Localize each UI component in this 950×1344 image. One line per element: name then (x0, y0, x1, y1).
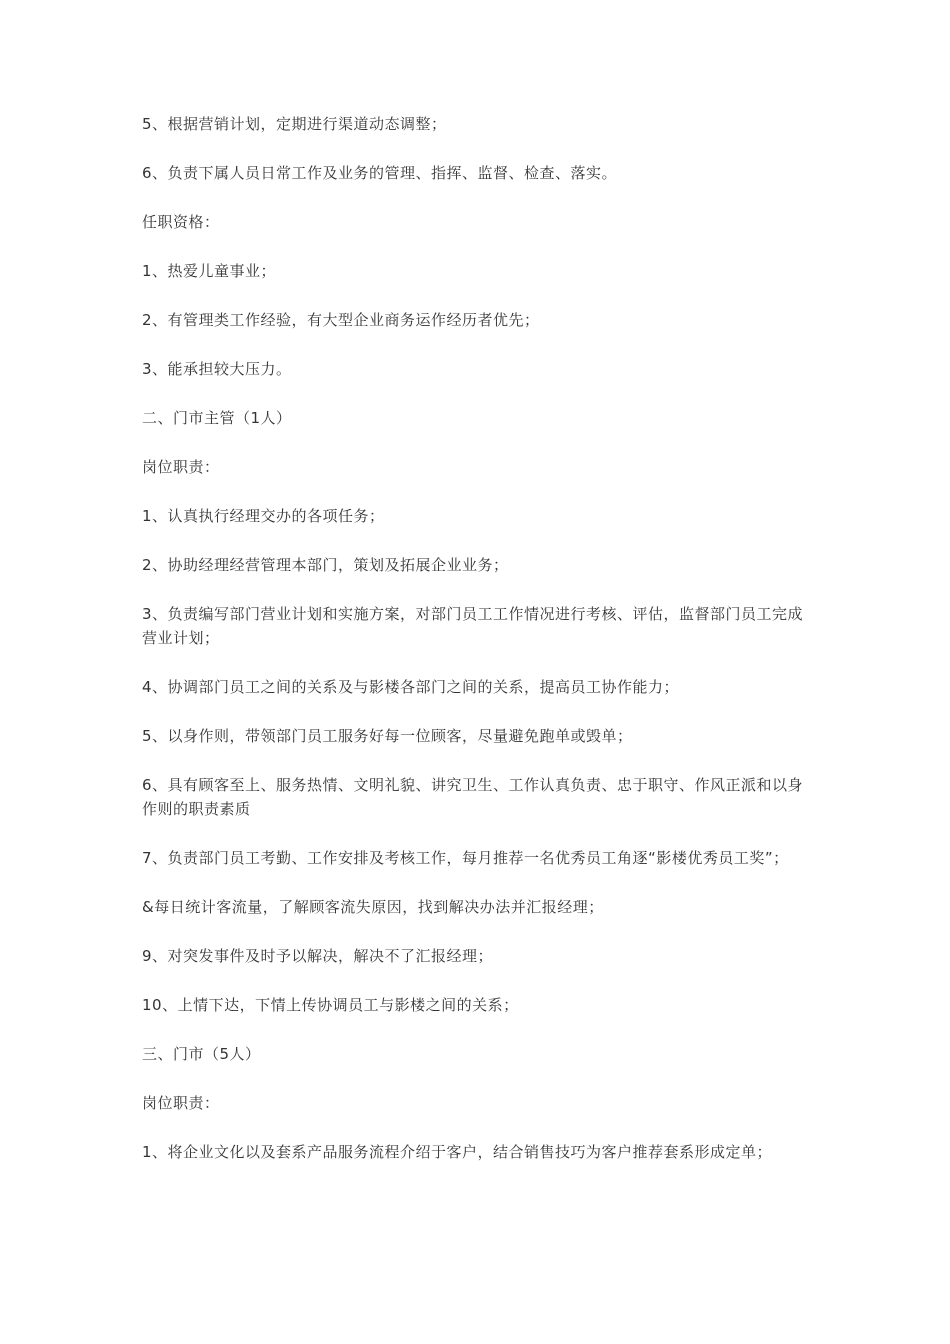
paragraph-supervisor-duty-7: 7、负责部门员工考勤、工作安排及考核工作，每月推荐一名优秀员工角逐“影楼优秀员工奖”； (142, 849, 789, 867)
paragraph-supervisor-duty-10: 10、上情下达，下情上传协调员工与影楼之间的关系； (142, 996, 519, 1014)
paragraph-qualification-1: 1、热爱儿童事业； (142, 262, 277, 280)
paragraph-supervisor-duty-9: 9、对突发事件及时予以解决，解决不了汇报经理； (142, 947, 494, 965)
paragraph-supervisor-duty-1: 1、认真执行经理交办的各项任务； (142, 507, 385, 525)
paragraph-supervisor-duty-8: &每日统计客流量，了解顾客流失原因，找到解决办法并汇报经理； (142, 898, 604, 916)
paragraph-staff-duty-1: 1、将企业文化以及套系产品服务流程介绍于客户，结合销售技巧为客户推荐套系形成定单； (142, 1143, 773, 1161)
paragraph-duty-5-channel: 5、根据营销计划，定期进行渠道动态调整； (142, 115, 447, 133)
heading-responsibilities: 岗位职责： (142, 458, 220, 476)
paragraph-supervisor-duty-3: 3、负责编写部门营业计划和实施方案，对部门员工工作情况进行考核、评估，监督部门员工完成营业计划； (142, 605, 804, 647)
section-heading-store-supervisor: 二、门市主管（1人） (142, 409, 292, 427)
heading-qualifications: 任职资格： (142, 213, 220, 231)
paragraph-duty-6-management: 6、负责下属人员日常工作及业务的管理、指挥、监督、检查、落实。 (142, 164, 618, 182)
paragraph-qualification-2: 2、有管理类工作经验，有大型企业商务运作经历者优先； (142, 311, 540, 329)
heading-responsibilities-staff: 岗位职责： (142, 1094, 220, 1112)
paragraph-supervisor-duty-6: 6、具有顾客至上、服务热情、文明礼貌、讲究卫生、工作认真负责、忠于职守、作风正派和以身作则的职责素质 (142, 776, 804, 818)
paragraph-qualification-3: 3、能承担较大压力。 (142, 360, 292, 378)
document-body (142, 112, 808, 1189)
paragraph-supervisor-duty-4: 4、协调部门员工之间的关系及与影楼各部门之间的关系，提高员工协作能力； (142, 678, 680, 696)
paragraph-supervisor-duty-5: 5、以身作则，带领部门员工服务好每一位顾客，尽量避免跑单或毁单； (142, 727, 633, 745)
section-heading-store-staff: 三、门市（5人） (142, 1045, 261, 1063)
paragraph-supervisor-duty-2: 2、协助经理经营管理本部门，策划及拓展企业业务； (142, 556, 509, 574)
